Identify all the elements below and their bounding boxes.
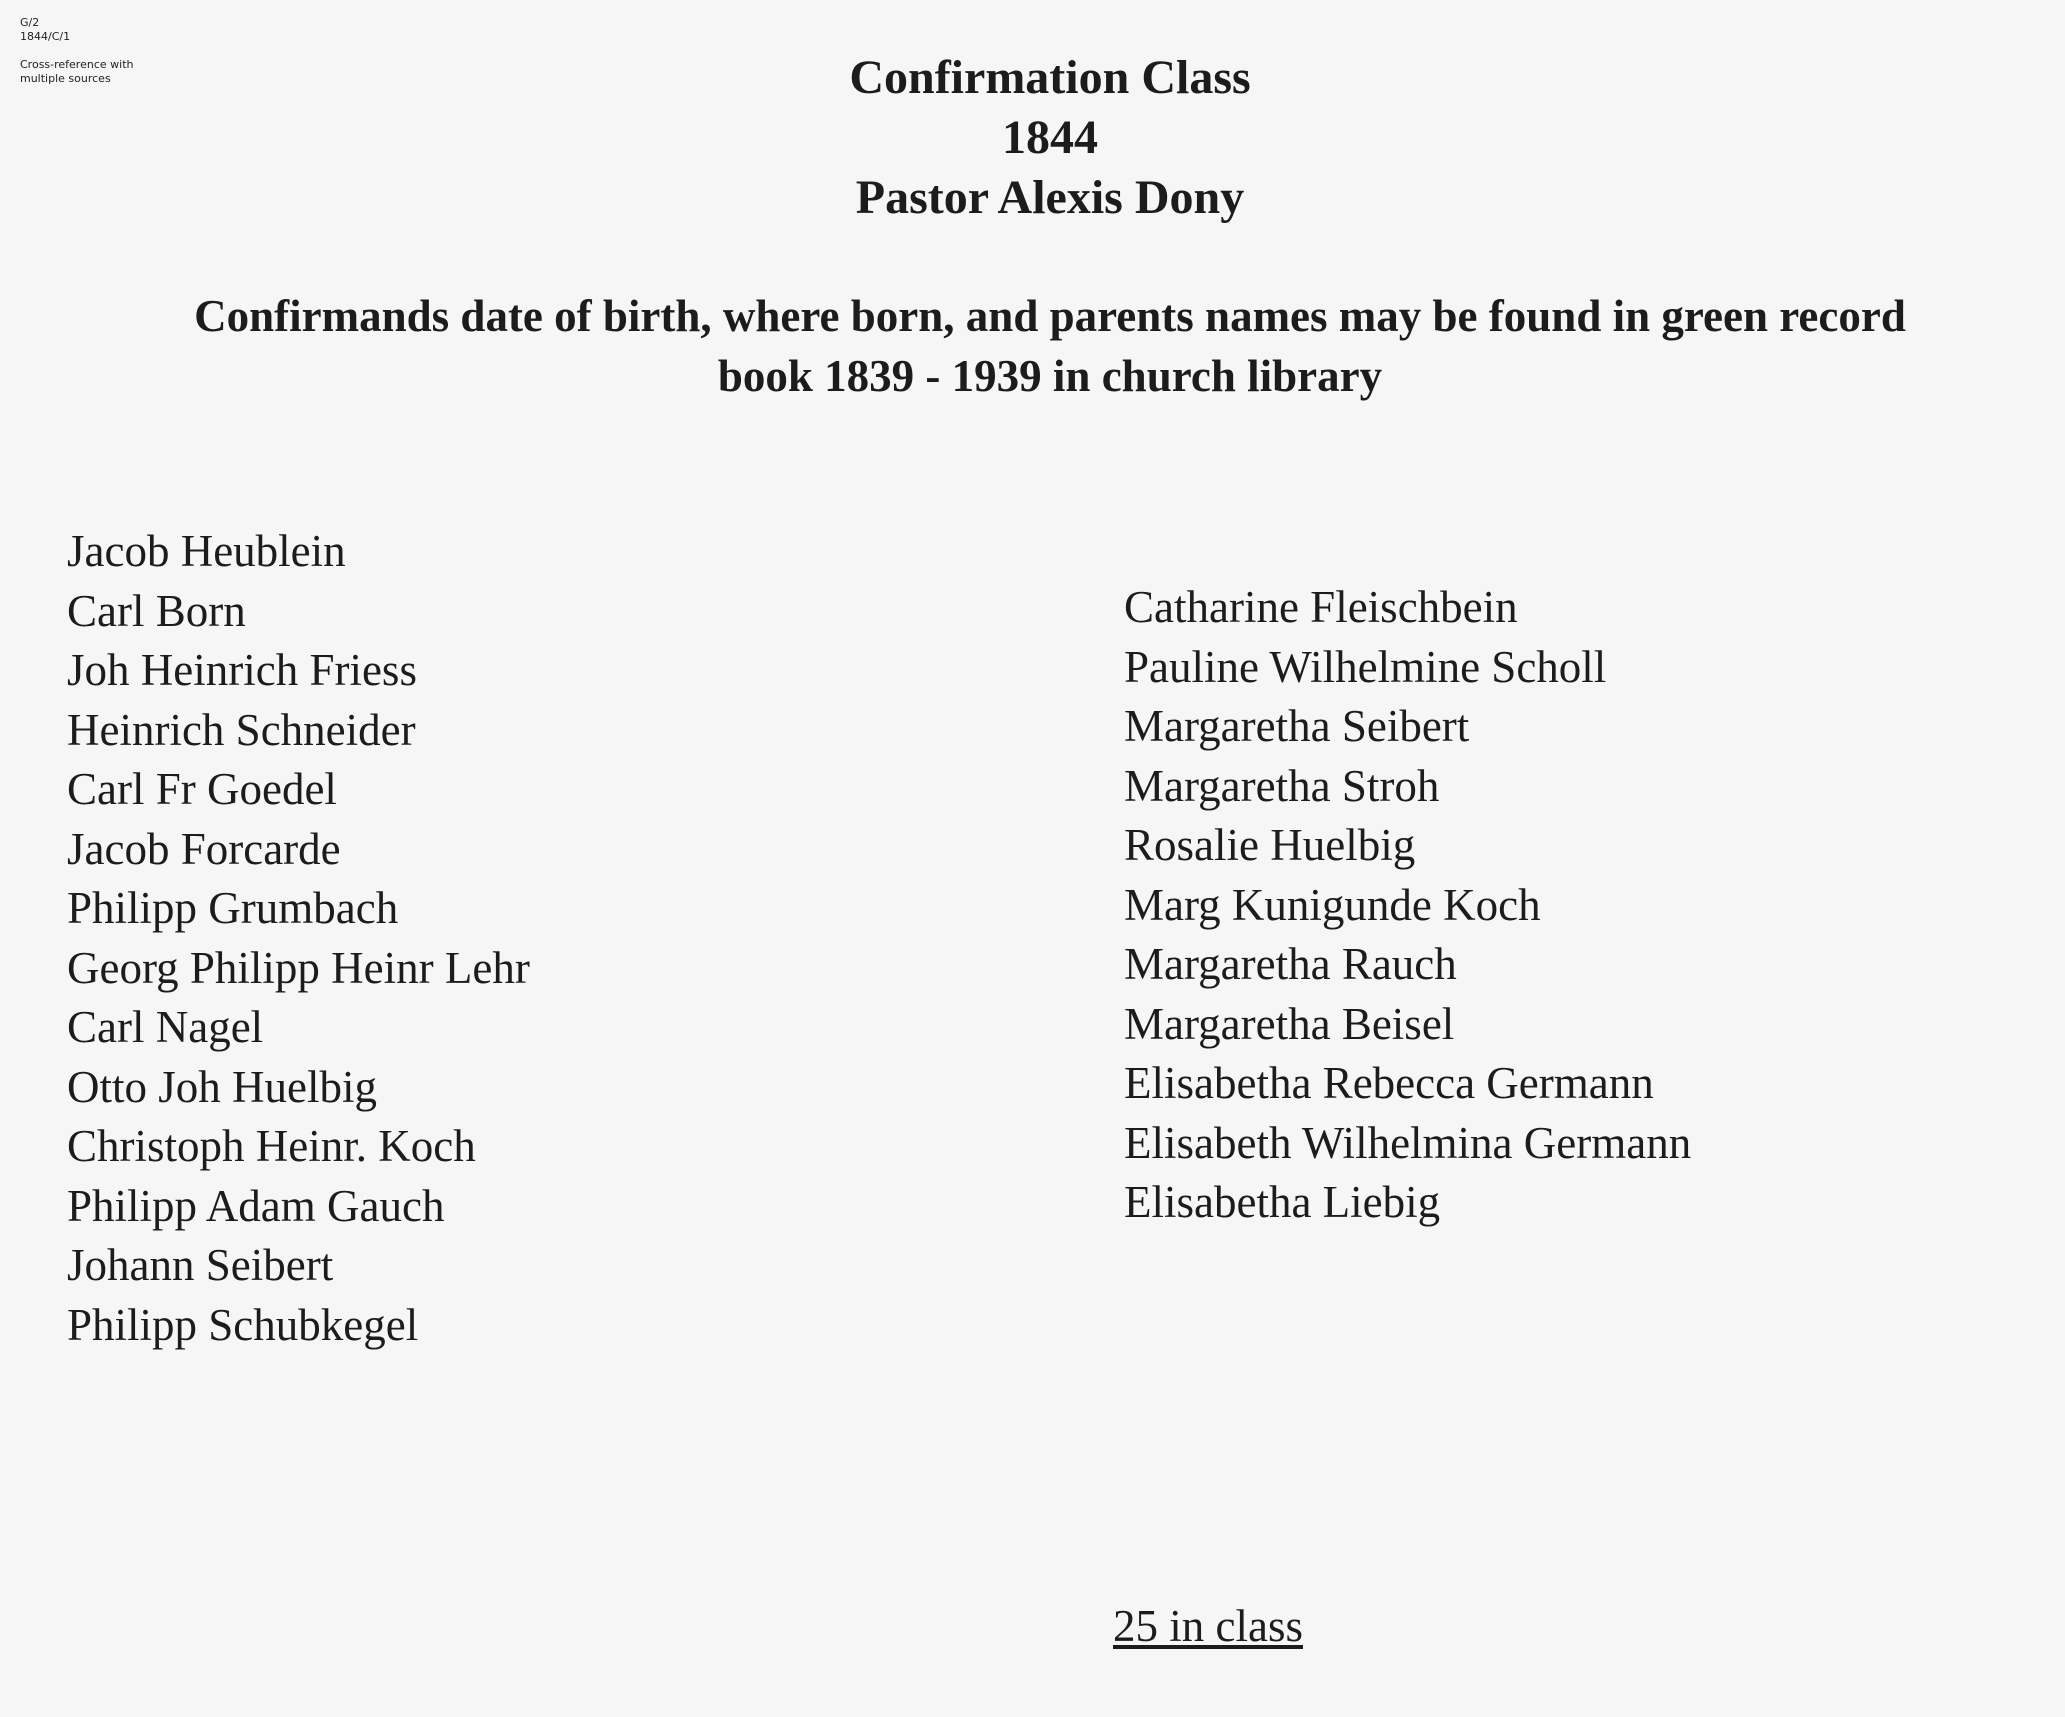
confirmand-name: Joh Heinrich Friess (67, 645, 417, 695)
confirmand-name: Otto Joh Huelbig (67, 1061, 377, 1112)
confirmand-name: Carl Nagel (67, 1002, 264, 1052)
reference-note-line: multiple sources (20, 72, 111, 85)
confirmand-name: Georg Philipp Heinr Lehr (67, 942, 530, 993)
confirmand-name: Carl Born (67, 585, 246, 636)
confirmand-name: Johann Seibert (67, 1240, 334, 1290)
confirmand-list-left (67, 522, 530, 1355)
record-note-line: book 1839 - 1939 in church library (717, 351, 1383, 401)
confirmand-name: Carl Fr Goedel (67, 764, 337, 814)
class-count: 25 in class (1113, 1601, 1303, 1651)
reference-code: G/2 (20, 16, 40, 29)
confirmand-name: Margaretha Rauch (1124, 939, 1457, 989)
confirmand-name: Jacob Forcarde (67, 823, 341, 874)
confirmand-name: Marg Kunigunde Koch (1124, 879, 1541, 930)
page-title: Confirmation Class (849, 51, 1251, 104)
confirmand-name: Rosalie Huelbig (1124, 820, 1416, 870)
pastor-name: Pastor Alexis Dony (855, 171, 1245, 224)
confirmand-name: Jacob Heublein (67, 526, 346, 576)
confirmand-name: Margaretha Seibert (1124, 701, 1470, 751)
record-note (60, 286, 2040, 406)
confirmand-name: Elisabetha Liebig (1124, 1177, 1441, 1227)
confirmand-name: Pauline Wilhelmine Scholl (1124, 641, 1607, 692)
reference-code: 1844/C/1 (20, 30, 71, 43)
class-year: 1844 (1002, 111, 1098, 164)
confirmand-name: Christoph Heinr. Koch (67, 1121, 476, 1171)
reference-note-line: Cross-reference with (20, 58, 134, 71)
confirmand-name: Margaretha Stroh (1124, 760, 1440, 811)
confirmand-name: Philipp Schubkegel (67, 1299, 419, 1350)
confirmand-name: Elisabetha Rebecca Germann (1124, 1058, 1654, 1108)
confirmand-name: Elisabeth Wilhelmina Germann (1124, 1117, 1692, 1168)
confirmand-name: Philipp Adam Gauch (67, 1180, 445, 1231)
confirmand-name: Heinrich Schneider (67, 704, 416, 755)
confirmand-name: Philipp Grumbach (67, 883, 399, 933)
confirmand-name: Margaretha Beisel (1124, 998, 1455, 1049)
record-note-line: Confirmands date of birth, where born, and parents names may be found in green record (194, 291, 1906, 341)
confirmand-list-right (1124, 578, 1691, 1233)
confirmand-name: Catharine Fleischbein (1124, 582, 1518, 632)
